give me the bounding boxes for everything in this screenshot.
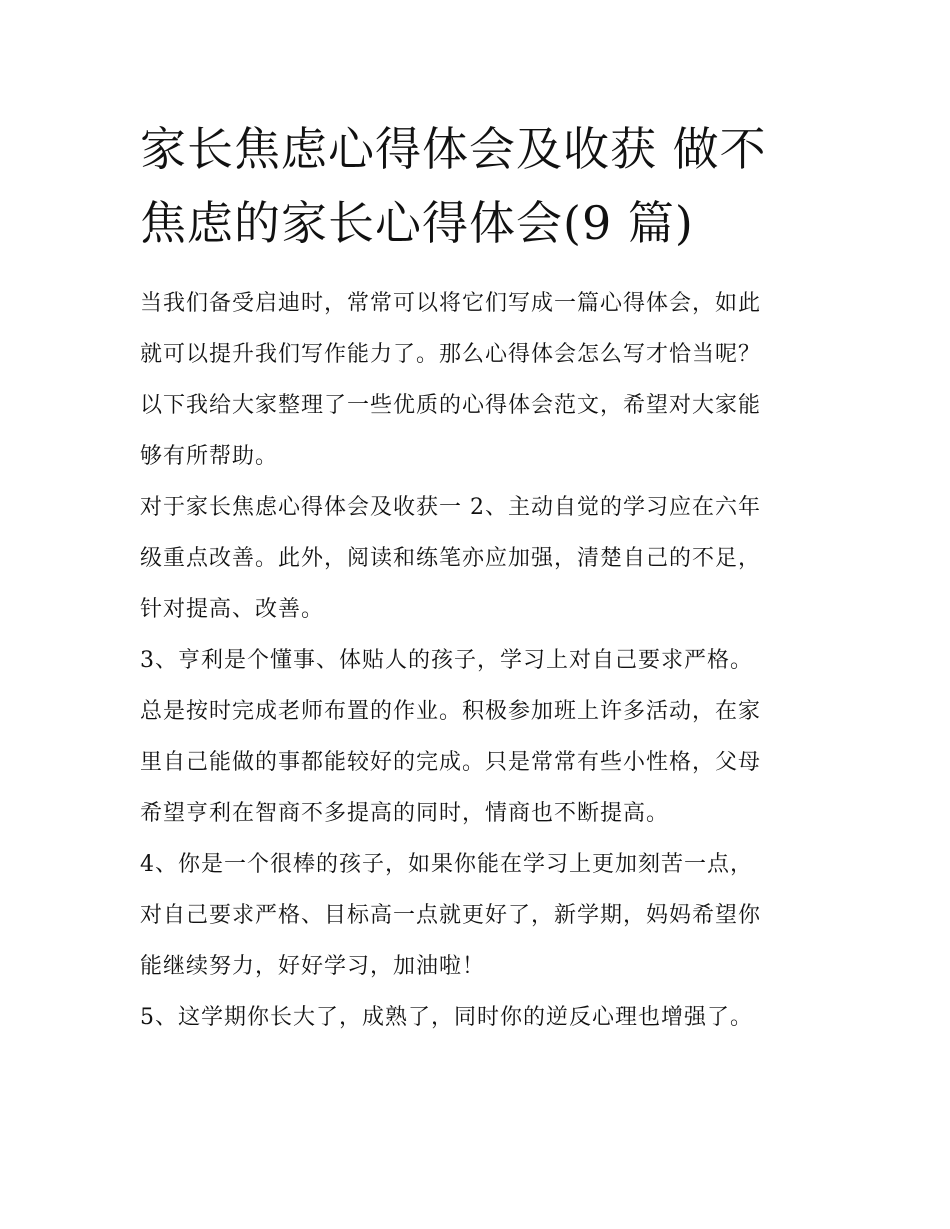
intro-paragraph — [140, 278, 820, 482]
paragraph-line: 希望亨利在智商不多提高的同时，情商也不断提高。 — [140, 801, 670, 826]
paragraph-line: 5、这学期你长大了，成熟了，同时你的逆反心理也增强了。 — [140, 1005, 753, 1030]
paragraph-line: 针对提高、改善。 — [140, 597, 325, 622]
title-line: 焦虑的家长心得体会(9 篇) — [140, 196, 694, 250]
title-line: 家长焦虑心得体会及收获 做不 — [140, 122, 767, 176]
body-paragraph-2 — [140, 635, 820, 839]
paragraph-line: 以下我给大家整理了一些优质的心得体会范文，希望对大家能 — [140, 393, 762, 418]
paragraph-line: 能继续努力，好好学习，加油啦！ — [140, 954, 486, 979]
paragraph-line: 里自己能做的事都能较好的完成。只是常常有些小性格，父母 — [140, 750, 762, 775]
body-paragraph-4 — [140, 992, 820, 1043]
body-paragraph-1 — [140, 482, 820, 635]
document-content — [140, 112, 820, 1043]
paragraph-line: 对自己要求严格、目标高一点就更好了，新学期，妈妈希望你 — [140, 903, 762, 928]
paragraph-line: 就可以提升我们写作能力了。那么心得体会怎么写才恰当呢？ — [140, 342, 762, 367]
paragraph-line: 对于家长焦虑心得体会及收获一 2、主动自觉的学习应在六年 — [140, 495, 761, 520]
body-paragraph-3 — [140, 839, 820, 992]
paragraph-line: 总是按时完成老师布置的作业。积极参加班上许多活动，在家 — [140, 699, 762, 724]
paragraph-line: 4、你是一个很棒的孩子，如果你能在学习上更加刻苦一点， — [140, 852, 753, 877]
document-title — [140, 112, 820, 260]
paragraph-line: 级重点改善。此外，阅读和练笔亦应加强，清楚自己的不足， — [140, 546, 762, 571]
paragraph-line: 3、亨利是个懂事、体贴人的孩子，学习上对自己要求严格。 — [140, 648, 753, 673]
paragraph-line: 够有所帮助。 — [140, 444, 279, 469]
paragraph-line: 当我们备受启迪时，常常可以将它们写成一篇心得体会，如此 — [140, 291, 762, 316]
